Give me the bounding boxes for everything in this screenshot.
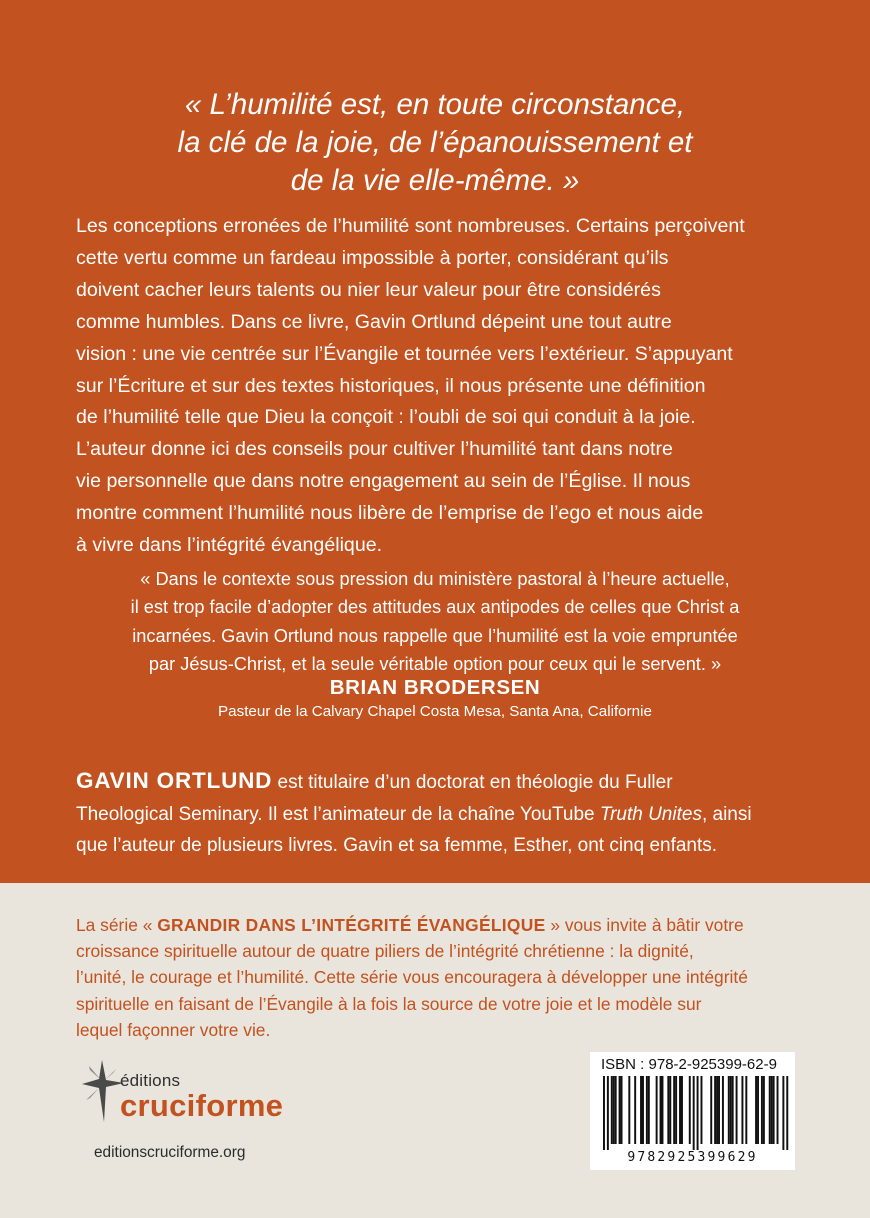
barcode-bar: [628, 1076, 630, 1144]
barcode-bar: [761, 1076, 763, 1144]
barcode-bar: [769, 1076, 771, 1144]
barcode-bar: [777, 1076, 779, 1144]
barcode-bar: [615, 1076, 617, 1144]
author-bio-line: [76, 765, 806, 799]
barcode-bars: [596, 1076, 789, 1150]
barcode-bar: [771, 1076, 773, 1144]
barcode-bar: [736, 1076, 738, 1144]
isbn-label: ISBN : 978-2-925399-62-9: [601, 1056, 777, 1073]
series-text: » vous invite à bâtir votre: [545, 915, 744, 935]
book-description: [76, 211, 798, 562]
barcode-bar: [741, 1076, 743, 1144]
author-bio-line: [76, 799, 806, 831]
barcode-bar: [722, 1076, 724, 1144]
barcode-bar: [660, 1076, 662, 1144]
pull-quote: [60, 86, 810, 200]
description-line: cette vertu comme un fardeau impossible à porter, considérant qu’ils: [76, 246, 669, 269]
barcode-bar: [679, 1076, 681, 1144]
barcode-bar: [675, 1076, 677, 1144]
barcode-bar: [681, 1076, 683, 1144]
description-line: doivent cacher leurs talents ou nier leur valeur pour être considérés: [76, 278, 661, 301]
barcode-bar: [728, 1076, 730, 1144]
barcode-bar: [646, 1076, 648, 1144]
author-bio-text: est titulaire d’un doctorat en théologie du Fuller: [272, 772, 673, 793]
description-line: sur l’Écriture et sur des textes historiques, il nous présente une définition: [76, 374, 706, 397]
series-text: La série «: [76, 915, 158, 935]
barcode-bar: [607, 1076, 609, 1150]
barcode-bar: [757, 1076, 759, 1144]
barcode-bar: [613, 1076, 615, 1144]
barcode-bar: [730, 1076, 732, 1144]
barcode-bar: [640, 1076, 642, 1144]
barcode-bar: [621, 1076, 623, 1144]
barcode-bar: [786, 1076, 788, 1150]
channel-title: Truth Unites: [599, 803, 702, 825]
endorsement-line: incarnées. Gavin Ortlund nous rappelle que l’humilité est la voie empruntée: [132, 625, 738, 646]
barcode-bar: [714, 1076, 716, 1144]
author-bio-line: que l’auteur de plusieurs livres. Gavin et sa femme, Esther, ont cinq enfants.: [76, 835, 718, 856]
description-line: Les conceptions erronées de l’humilité sont nombreuses. Certains perçoivent: [76, 215, 745, 237]
description-line: L’auteur donne ici des conseils pour cultiver l’humilité tant dans notre: [76, 438, 673, 461]
barcode-bar: [701, 1076, 703, 1144]
barcode-bar: [693, 1076, 695, 1150]
barcode-bar: [648, 1076, 650, 1144]
publisher-logo: [80, 1060, 310, 1130]
series-line: spirituelle en faisant de l’Évangile à la fois la source de votre joie et le modèle sur: [76, 993, 702, 1014]
series-description: [76, 912, 806, 1043]
barcode-bar: [745, 1076, 747, 1144]
barcode-bar: [716, 1076, 718, 1144]
barcode-bar: [642, 1076, 644, 1144]
barcode-bar: [763, 1076, 765, 1144]
barcode-bar: [662, 1076, 664, 1144]
barcode-bar: [673, 1076, 675, 1144]
pull-quote-line: « L’humilité est, en toute circonstance,: [184, 88, 686, 121]
barcode-bar: [667, 1076, 669, 1144]
barcode-bar: [634, 1076, 636, 1144]
description-line: à vivre dans l’intégrité évangélique.: [76, 534, 383, 557]
description-line: vision : une vie centrée sur l’Évangile et tournée vers l’extérieur. S’appuyant: [76, 342, 733, 365]
barcode-digits: 9782925399629: [627, 1150, 758, 1165]
endorsement-line: il est trop facile d’adopter des attitudes aux antipodes de celles que Christ a: [130, 597, 740, 618]
cross-burst-icon: [80, 1060, 124, 1122]
author-bio-text: , ainsi: [701, 803, 752, 825]
barcode-bar: [656, 1076, 658, 1144]
endorsement-line: par Jésus-Christ, et la seule véritable option pour ceux qui le servent. »: [148, 653, 722, 674]
barcode-bar: [782, 1076, 784, 1150]
barcode-bar: [689, 1076, 691, 1144]
barcode-bar: [710, 1076, 712, 1144]
barcode-bar: [669, 1076, 671, 1144]
series-line: croissance spirituelle autour de quatre piliers de l’intégrité chrétienne : la dignité,: [76, 941, 694, 962]
author-name: GAVIN ORTLUND: [76, 768, 273, 793]
publisher-website: editionscruciforme.org: [94, 1144, 246, 1161]
logo-small-text: éditions: [120, 1071, 181, 1090]
logo-brand-text: cruciforme: [120, 1088, 284, 1123]
pull-quote-line: de la vie elle-même. »: [290, 164, 580, 197]
endorsement-line: « Dans le contexte sous pression du ministère pastoral à l’heure actuelle,: [140, 569, 730, 589]
barcode-bar: [611, 1076, 613, 1144]
author-bio-text: Theological Seminary. Il est l’animateur de la chaîne YouTube: [76, 803, 600, 825]
endorser-role: Pasteur de la Calvary Chapel Costa Mesa, Santa Ana, Californie: [218, 703, 652, 720]
barcode-bar: [603, 1076, 605, 1150]
series-line: [76, 912, 806, 938]
description-line: de l’humilité telle que Dieu la conçoit : l’oubli de soi qui conduit à la joie.: [76, 406, 696, 429]
series-line: lequel façonner votre vie.: [76, 1019, 271, 1040]
barcode-bar: [773, 1076, 775, 1144]
description-line: montre comment l’humilité nous libère de l’emprise de l’ego et nous aide: [76, 502, 704, 525]
pull-quote-line: la clé de la joie, de l’épanouissement et: [177, 126, 693, 159]
barcode-bar: [732, 1076, 734, 1144]
barcode-bar: [697, 1076, 699, 1150]
series-line: l’unité, le courage et l’humilité. Cette série vous encouragera à développer une intégrité: [76, 967, 748, 988]
endorser-name: BRIAN BRODERSEN: [329, 676, 541, 699]
barcode-bar: [718, 1076, 720, 1144]
description-line: comme humbles. Dans ce livre, Gavin Ortlund dépeint une tout autre: [76, 310, 672, 333]
description-line: vie personnelle que dans notre engagement au sein de l’Église. Il nous: [76, 470, 691, 493]
barcode-bar: [755, 1076, 757, 1144]
author-bio: [76, 765, 806, 862]
barcode-bar: [619, 1076, 621, 1144]
series-name: GRANDIR DANS L’INTÉGRITÉ ÉVANGÉLIQUE: [157, 915, 546, 935]
endorsement-quote: [60, 565, 810, 678]
isbn-barcode: [590, 1052, 795, 1170]
